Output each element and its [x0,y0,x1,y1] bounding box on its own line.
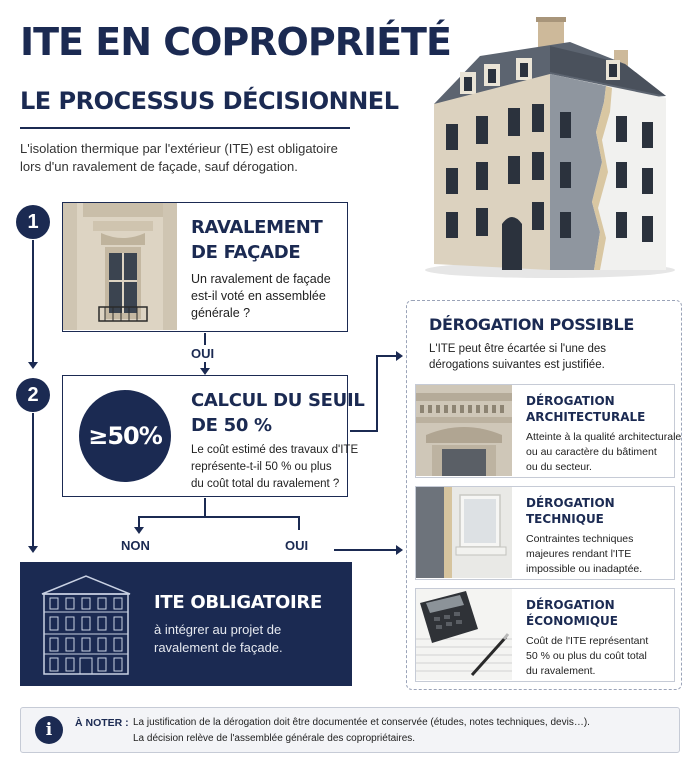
building-icon [36,572,136,676]
derogation-item-2-text-line2: majeures rendant l'ITE [526,548,632,560]
step-2-to-derogation-top [376,355,396,357]
derogation-item-3-text-line3: du ravalement. [526,665,596,677]
step-2-to-derogation-arrow [396,351,403,361]
branch-stem [204,498,206,516]
threshold-badge-text: ≥50% [88,422,162,450]
step-1-connector-arrow [28,362,38,369]
note-line2: La décision relève de l'assemblée générale des copropriétaires. [133,733,416,744]
branch-no-arrow [134,527,144,534]
mandatory-text-line2: ravalement de façade. [154,640,283,655]
intro-text-line1: L'isolation thermique par l'extérieur (ITE) est obligatoire [20,141,338,156]
step-2-number: 2 [16,378,50,412]
info-icon: i [35,716,63,744]
derogation-item-1-title-line2: ARCHITECTURALE [526,410,646,424]
step-2-title-line2: DE 50 % [191,415,272,436]
step-2-text-line2: représente-t-il 50 % ou plus [191,461,332,473]
step-1-title-line1: RAVALEMENT [191,217,323,238]
step-1-text-line1: Un ravalement de façade [191,272,331,286]
step-2-connector-line [32,413,34,546]
derogation-panel [406,300,682,690]
step-2-to-derogation-line [350,430,376,432]
note-line1: La justification de la dérogation doit être documentée et conservée (études, notes techniques, devis…). [133,717,590,728]
derogation-item-architectural [415,384,682,478]
branch-yes-to-derogation-arrow [396,545,403,555]
branch-yes-label: OUI [285,538,309,553]
derogation-item-economic [415,588,675,682]
step-1-yes-line-top [204,333,206,345]
note-label: À NOTER : [75,717,129,729]
step-1-title-line2: DE FAÇADE [191,242,301,263]
derogation-text-line2: dérogations suivantes est justifiée. [429,359,605,371]
branch-yes-to-derogation-line [334,549,396,551]
derogation-item-2-text-line3: impossible ou inadaptée. [526,563,643,575]
mandatory-text-line1: à intégrer au projet de [154,622,282,637]
derogation-item-3-text-line2: 50 % ou plus du coût total [526,650,647,662]
derogation-item-3-text-line1: Coût de l'ITE représentant [526,635,649,647]
step-1-yes-label: OUI [191,346,215,361]
derogation-item-2-text-line1: Contraintes techniques [526,533,634,545]
derogation-item-1-title-line1: DÉROGATION [526,394,615,408]
step-1-text-line3: générale ? [191,306,251,320]
page-title: ITE EN COPROPRIÉTÉ [20,20,451,64]
note-box [20,707,680,753]
derogation-item-3-title-line2: ÉCONOMIQUE [526,614,618,628]
calculator-photo [416,589,512,680]
derogation-item-2-title-line1: DÉROGATION [526,496,615,510]
derogation-item-3-title-line1: DÉROGATION [526,598,615,612]
step-1-box [62,202,348,332]
technical-photo [416,487,512,578]
step-1-yes-arrow [200,368,210,375]
branch-bar [138,516,300,518]
step-1-connector-line [32,240,34,362]
step-1-number: 1 [16,205,50,239]
derogation-text-line1: L'ITE peut être écartée si l'une des [429,343,606,355]
step-2-box [62,375,365,497]
facade-photo [63,203,177,330]
step-2-connector-arrow [28,546,38,553]
derogation-item-technical [415,486,675,580]
intro-text-line2: lors d'un ravalement de façade, sauf dérogation. [20,159,298,174]
title-divider [20,127,350,129]
page-subtitle: LE PROCESSUS DÉCISIONNEL [20,87,399,115]
building-illustration [420,12,682,282]
derogation-title: DÉROGATION POSSIBLE [429,315,635,334]
derogation-item-2-title-line2: TECHNIQUE [526,512,604,526]
step-2-text-line1: Le coût estimé des travaux d'ITE [191,444,359,456]
step-2-title-line1: CALCUL DU SEUIL [191,390,365,411]
architectural-photo [416,385,512,476]
branch-no-label: NON [121,538,150,553]
step-1-text-line2: est-il voté en assemblée [191,289,326,303]
branch-yes-leg [298,516,300,530]
step-2-text-line3: du coût total du ravalement ? [191,478,340,490]
derogation-item-1-text-line2: ou au caractère du bâtiment [526,446,657,458]
derogation-item-1-text-line1: Atteinte à la qualité architecturale [526,431,682,443]
mandatory-title: ITE OBLIGATOIRE [154,592,322,613]
derogation-item-1-text-line3: ou du secteur. [526,461,592,473]
step-2-to-derogation-riser [376,355,378,432]
mandatory-box [20,562,352,686]
